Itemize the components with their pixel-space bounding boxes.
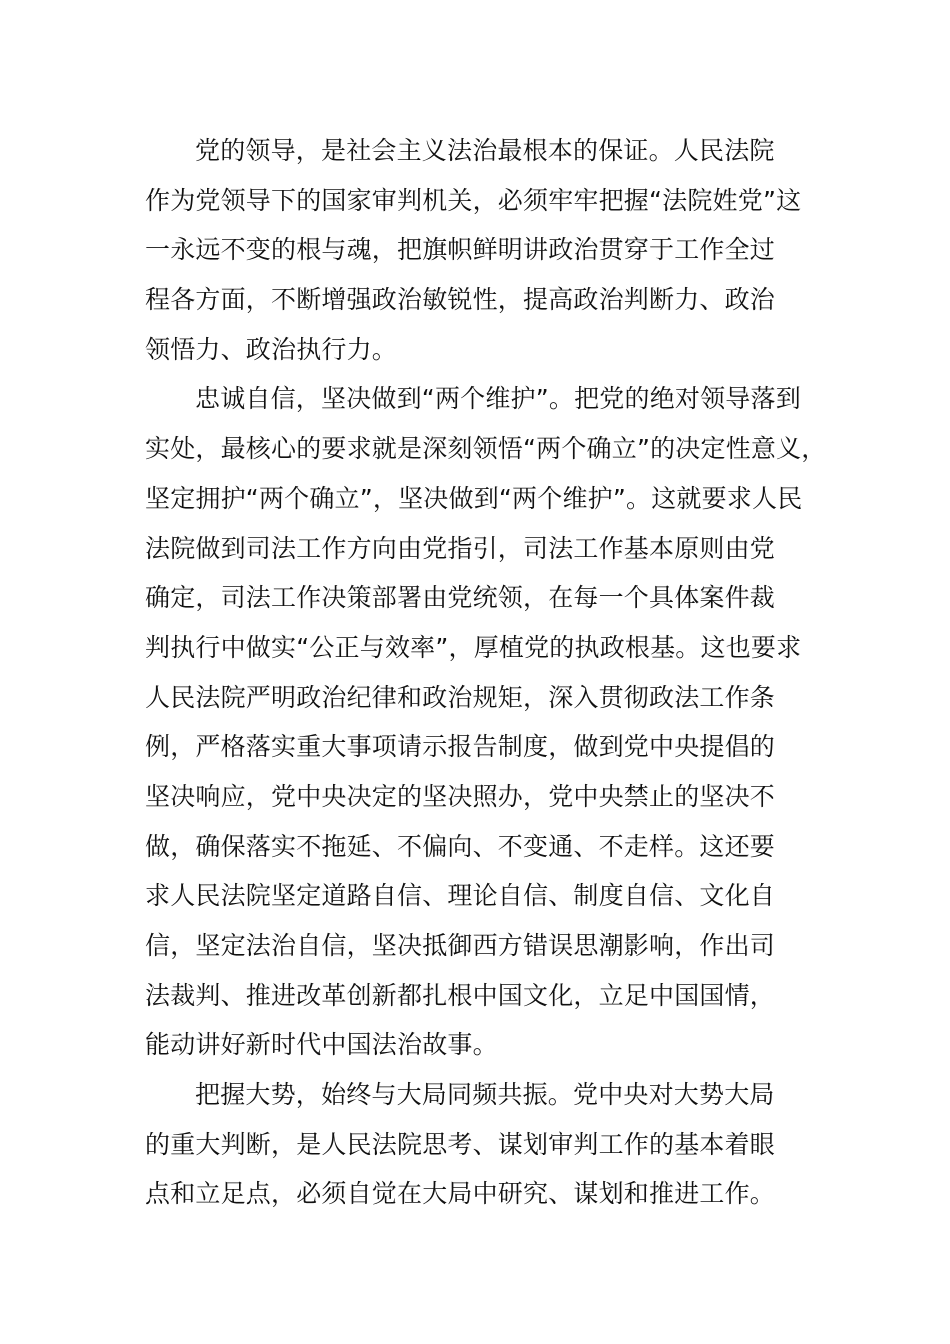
text-line: 做，确保落实不拖延、不偏向、不变通、不走样。这还要	[145, 831, 776, 861]
document-body	[145, 126, 833, 1219]
text-line: 法裁判、推进改革创新都扎根中国文化，立足中国国情，	[145, 980, 776, 1010]
paragraph-loyalty-confidence	[145, 374, 833, 1070]
text-line: 求人民法院坚定道路自信、理论自信、制度自信、文化自	[145, 881, 776, 911]
text-line: 一永远不变的根与魂，把旗帜鲜明讲政治贯穿于工作全过	[145, 235, 776, 265]
text-line: 点和立足点，必须自觉在大局中研究、谋划和推进工作。	[145, 1179, 776, 1209]
text-line: 信，坚定法治自信，坚决抵御西方错误思潮影响，作出司	[145, 931, 776, 960]
paragraph-party-leadership	[145, 126, 833, 374]
text-line: 把握大势，始终与大局同频共振。党中央对大势大局	[195, 1080, 775, 1110]
text-line: 的重大判断，是人民法院思考、谋划审判工作的基本着眼	[145, 1129, 776, 1159]
text-line: 法院做到司法工作方向由党指引，司法工作基本原则由党	[145, 533, 776, 563]
paragraph-grasp-trend	[145, 1070, 833, 1219]
text-line: 忠诚自信，坚决做到“两个维护”。把党的绝对领导落到	[195, 384, 801, 414]
text-line: 人民法院严明政治纪律和政治规矩，深入贯彻政法工作条	[145, 682, 776, 712]
text-line: 领悟力、政治执行力。	[145, 334, 398, 364]
text-line: 程各方面，不断增强政治敏锐性，提高政治判断力、政治	[145, 285, 776, 315]
text-line: 确定，司法工作决策部署由党统领，在每一个具体案件裁	[145, 583, 776, 613]
text-line: 实处，最核心的要求就是深刻领悟“两个确立”的决定性意义，	[145, 434, 827, 464]
text-line: 例，严格落实重大事项请示报告制度，做到党中央提倡的	[145, 732, 776, 762]
text-line: 作为党领导下的国家审判机关，必须牢牢把握“法院姓党”这	[145, 185, 802, 215]
text-line: 判执行中做实“公正与效率”，厚植党的执政根基。这也要求	[145, 632, 802, 662]
text-line: 党的领导，是社会主义法治最根本的保证。人民法院	[195, 136, 775, 165]
text-line: 能动讲好新时代中国法治故事。	[145, 1030, 498, 1060]
text-line: 坚定拥护“两个确立”，坚决做到“两个维护”。这就要求人民	[145, 483, 803, 513]
text-line: 坚决响应，党中央决定的坚决照办，党中央禁止的坚决不	[145, 781, 776, 811]
